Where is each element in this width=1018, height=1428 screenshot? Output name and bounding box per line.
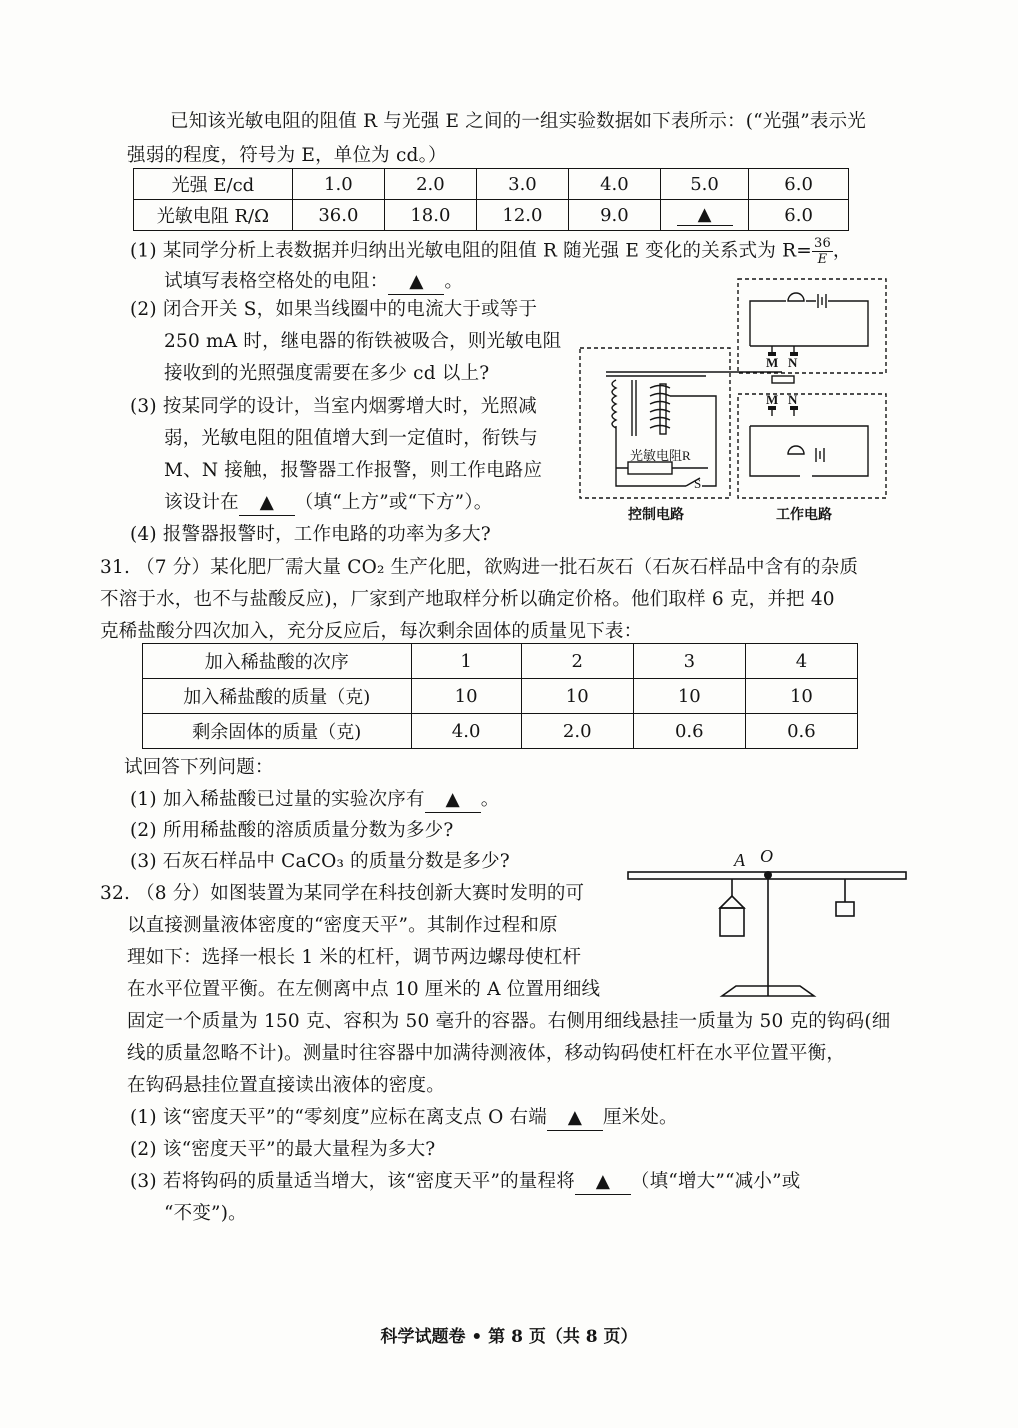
q32-line3: 理如下：选择一根长 1 米的杠杆，调节两边螺母使杠杆 bbox=[127, 947, 582, 968]
table-cell: 36.0 bbox=[292, 200, 384, 231]
q30-part3-line4 bbox=[164, 491, 493, 516]
q30-part1-line2 bbox=[164, 270, 463, 295]
caption-control-circuit: 控制电路 bbox=[628, 508, 684, 523]
control-circuit-box bbox=[580, 348, 730, 498]
label-N-top: N bbox=[788, 355, 798, 370]
table-cell: 2.0 bbox=[384, 169, 476, 200]
q30-part2-line1: (2) 闭合开关 S，如果当线圈中的电流大于或等于 bbox=[130, 299, 538, 320]
table-cell: 0.6 bbox=[745, 714, 857, 749]
table-cell: 1.0 bbox=[292, 169, 384, 200]
table-cell: 3.0 bbox=[476, 169, 568, 200]
q31-part1-text: (1) 加入稀盐酸已过量的实验次序有 bbox=[130, 789, 425, 810]
q32-part3-line2: “不变”)。 bbox=[164, 1203, 247, 1224]
q30-part4: (4) 报警器报警时，工作电路的功率为多大? bbox=[130, 524, 491, 545]
relay-circuit-diagram bbox=[576, 276, 892, 530]
density-balance-diagram bbox=[622, 846, 912, 1016]
period: 。 bbox=[480, 789, 500, 810]
label-switch: S bbox=[694, 476, 702, 491]
table-cell: 10 bbox=[633, 679, 745, 714]
table-cell: 5.0 bbox=[660, 169, 748, 200]
container-top bbox=[720, 896, 744, 908]
hook-weight bbox=[836, 902, 854, 916]
q32-part1-text: (1) 该“密度天平”的“零刻度”应标在离支点 O 右端 bbox=[130, 1107, 547, 1128]
q31-line2: 不溶于水，也不与盐酸反应)，厂家到产地取样分析以确定价格。他们取样 6 克，并把 40 bbox=[100, 589, 835, 610]
table-cell: 加入稀盐酸的质量（克) bbox=[143, 679, 412, 714]
table-cell: 加入稀盐酸的次序 bbox=[143, 644, 412, 679]
table-cell: 2 bbox=[521, 644, 633, 679]
q31-line1: 31. （7 分）某化肥厂需大量 CO₂ 生产化肥，欲购进一批石灰石（石灰石样品中含有的杂质 bbox=[100, 557, 859, 578]
table-row bbox=[134, 169, 849, 200]
intro-line-1: 已知该光敏电阻的阻值 R 与光强 E 之间的一组实验数据如下表所示：(“光强”表示光 bbox=[170, 111, 866, 132]
table-cell: 10 bbox=[411, 679, 521, 714]
q31-line3: 克稀盐酸分四次加入，充分反应后，每次剩余固体的质量见下表： bbox=[100, 621, 643, 642]
table-cell: 剩余固体的质量（克) bbox=[143, 714, 412, 749]
table-cell: 0.6 bbox=[633, 714, 745, 749]
table-cell: 10 bbox=[745, 679, 857, 714]
fraction bbox=[812, 236, 833, 267]
label-N-bottom: N bbox=[788, 392, 798, 407]
q32-part1-tail: 厘米处。 bbox=[602, 1107, 678, 1128]
photoresistor bbox=[628, 462, 672, 474]
q31-part1 bbox=[130, 788, 499, 813]
answer-blank: ▲ bbox=[425, 788, 481, 813]
work-circuit-top-box bbox=[738, 279, 886, 373]
page-footer: 科学试题卷 • 第 8 页（共 8 页） bbox=[380, 1327, 638, 1347]
table-cell: 光敏电阻 R/Ω bbox=[134, 200, 293, 231]
table-cell: 4.0 bbox=[411, 714, 521, 749]
table-cell: 10 bbox=[521, 679, 633, 714]
answer-blank: ▲ bbox=[677, 204, 733, 226]
q30-part3-line1: (3) 按某同学的设计，当室内烟雾增大时，光照减 bbox=[130, 396, 537, 417]
table-cell: 光强 E/cd bbox=[134, 169, 293, 200]
label-M-bottom: M bbox=[766, 392, 779, 407]
q32-part3-text: (3) 若将钩码的质量适当增大，该“密度天平”的量程将 bbox=[130, 1171, 575, 1192]
q32-part3-tail: （填“增大”“减小”或 bbox=[630, 1171, 801, 1192]
table-cell: 4 bbox=[745, 644, 857, 679]
answer-blank: ▲ bbox=[575, 1170, 631, 1195]
table-cell: 2.0 bbox=[521, 714, 633, 749]
table-row bbox=[143, 679, 858, 714]
table-row bbox=[143, 644, 858, 679]
q30-part1-text: (1) 某同学分析上表数据并归纳出光敏电阻的阻值 R 随光强 E 变化的关系式为 R= bbox=[130, 240, 812, 262]
comma: ， bbox=[832, 240, 852, 262]
q32-line7: 在钩码悬挂位置直接读出液体的密度。 bbox=[127, 1075, 445, 1096]
table-cell-blank bbox=[660, 200, 748, 231]
q31-part2: (2) 所用稀盐酸的溶质质量分数为多少? bbox=[130, 820, 454, 841]
table-cell: 18.0 bbox=[384, 200, 476, 231]
table-cell: 1 bbox=[411, 644, 521, 679]
fraction-numerator: 36 bbox=[813, 236, 831, 251]
answer-blank: ▲ bbox=[239, 491, 295, 516]
q32-line2: 以直接测量液体密度的“密度天平”。其制作过程和原 bbox=[127, 915, 558, 936]
intro-line-2: 强弱的程度，符号为 E，单位为 cd。） bbox=[127, 145, 447, 166]
label-O: O bbox=[760, 846, 773, 866]
q30-part3-line3: M、N 接触，报警器工作报警，则工作电路应 bbox=[164, 460, 543, 481]
period: 。 bbox=[444, 271, 464, 292]
q30-part1-line2-text: 试填写表格空格处的电阻： bbox=[164, 271, 389, 292]
pivot-point bbox=[764, 871, 772, 879]
work-circuit-bottom-box bbox=[738, 394, 886, 498]
q31-part3: (3) 石灰石样品中 CaCO₃ 的质量分数是多少? bbox=[130, 851, 510, 872]
table-cell: 4.0 bbox=[568, 169, 660, 200]
alarm-bell-icon-bottom bbox=[788, 446, 804, 454]
fraction-denominator: E bbox=[817, 252, 828, 267]
q32-line4: 在水平位置平衡。在左侧离中点 10 厘米的 A 位置用细线 bbox=[127, 979, 601, 1000]
q30-part3-line2: 弱，光敏电阻的阻值增大到一定值时，衔铁与 bbox=[164, 428, 539, 449]
table-cell: 9.0 bbox=[568, 200, 660, 231]
q32-line1: 32. （8 分）如图装置为某同学在科技创新大赛时发明的可 bbox=[100, 883, 585, 904]
label-photoresistor: 光敏电阻R bbox=[630, 448, 691, 463]
q31-ask: 试回答下列问题： bbox=[124, 757, 274, 778]
table-cell: 3 bbox=[633, 644, 745, 679]
q30-part3-line4-tail: （填“上方”或“下方”）。 bbox=[294, 492, 493, 513]
table-cell: 12.0 bbox=[476, 200, 568, 231]
caption-work-circuit: 工作电路 bbox=[776, 508, 832, 523]
answer-blank: ▲ bbox=[388, 270, 444, 295]
answer-blank: ▲ bbox=[547, 1106, 603, 1131]
hydrochloric-acid-table bbox=[142, 643, 858, 749]
q32-line6: 线的质量忽略不计)。测量时往容器中加满待测液体，移动钩码使杠杆在水平位置平衡， bbox=[127, 1043, 846, 1064]
q32-line5: 固定一个质量为 150 克、容积为 50 毫升的容器。右侧用细线悬挂一质量为 50 克的钩码(细 bbox=[127, 1011, 891, 1032]
table-cell: 6.0 bbox=[749, 200, 849, 231]
container bbox=[720, 908, 744, 936]
q30-part3-line4-text: 该设计在 bbox=[164, 492, 239, 513]
table-row bbox=[134, 200, 849, 231]
q30-part1-line1 bbox=[130, 236, 852, 267]
q30-part2-line2: 250 mA 时，继电器的衔铁被吸合，则光敏电阻 bbox=[164, 331, 562, 352]
light-resistance-table bbox=[133, 168, 849, 231]
q32-part3 bbox=[130, 1170, 800, 1195]
alarm-bell-icon-top bbox=[788, 293, 804, 301]
label-M-top: M bbox=[766, 355, 779, 370]
q32-part2: (2) 该“密度天平”的最大量程为多大? bbox=[130, 1139, 436, 1160]
q30-part2-line3: 接收到的光照强度需要在多少 cd 以上? bbox=[164, 363, 490, 384]
table-row bbox=[143, 714, 858, 749]
q32-part1 bbox=[130, 1106, 678, 1131]
table-cell: 6.0 bbox=[749, 169, 849, 200]
label-A: A bbox=[734, 850, 745, 870]
